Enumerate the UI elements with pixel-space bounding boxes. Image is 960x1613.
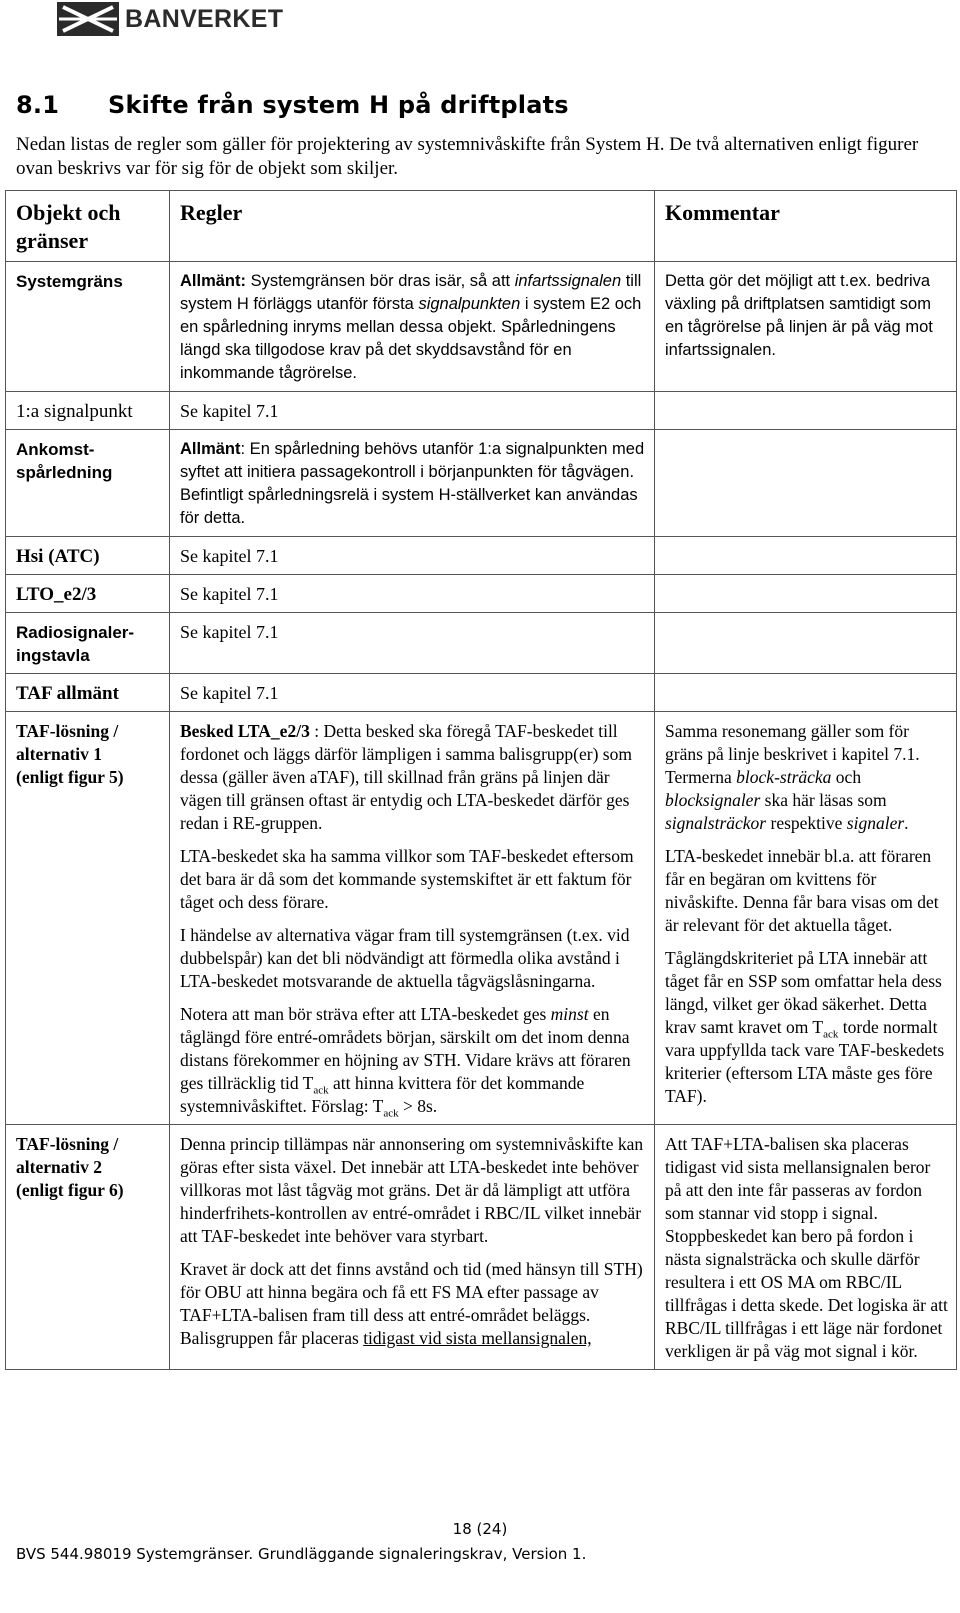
object-line: Radiosignaler- <box>16 623 135 642</box>
rule-cell <box>170 262 655 392</box>
rule-cell: Se kapitel 7.1 <box>170 613 655 674</box>
comment-term: signalsträckor <box>665 813 767 833</box>
page-number: 18 (24) <box>452 1520 508 1538</box>
comment-cell <box>655 712 957 1125</box>
comment-text: Samma resonemang gäller som för gräns på linje beskrivet i kapitel 7.1. Termerna <box>665 721 920 787</box>
subscript: ack <box>383 1107 399 1120</box>
comment-term: blocksignaler <box>665 790 761 810</box>
rule-term: minst <box>550 1004 589 1024</box>
rule-paragraph <box>180 1258 648 1350</box>
rule-lead: Allmänt <box>180 440 241 458</box>
comment-text: Tåglängdskriteriet på LTA innebär att tåget får en SSP som omfattar hela dess längd, vilket ger ökad säkerhet. Detta krav samt kravet om T <box>665 948 942 1037</box>
object-cell <box>6 712 170 1125</box>
rule-term: signalpunkten <box>418 295 521 313</box>
table-header-row <box>6 191 957 262</box>
logo <box>57 2 283 36</box>
object-cell <box>6 430 170 537</box>
rule-cell <box>170 712 655 1125</box>
comment-text: och <box>831 767 862 787</box>
comment-text: torde normalt vara uppfyllda tack vare TAF-beskedets kriterier (eftersom LTA måste ges före TAF). <box>665 1017 945 1106</box>
rule-cell: Se kapitel 7.1 <box>170 537 655 575</box>
object-line: ingstavla <box>16 646 90 665</box>
rule-text: en tåglängd före entré-områdets början, särskilt om det inom denna distans förekommer en höjning av STH. Vidare krävs att föraren ges tillräcklig tid T <box>180 1004 631 1093</box>
rule-text: : Detta besked ska föregå TAF-beskedet till fordonet och läggs därför lämpligen i samma balisgrupp(er) som dessa (gäller även aTAF), till skillnad från gräns på linjen där vägen till gränsen oftast är entydig och LTA-beskedet därför ges redan i RE-gruppen. <box>180 721 632 833</box>
table-row <box>6 1125 957 1370</box>
section-title: Skifte från system H på driftplats <box>108 91 569 119</box>
comment-cell: Detta gör det möjligt att t.ex. bedriva växling på driftplatsen samtidigt som en tågrörelse på linjen är på väg mot infartssignalen. <box>655 262 957 392</box>
comment-cell <box>655 537 957 575</box>
comment-term: block-sträcka <box>736 767 832 787</box>
header-objects: Objekt och gränser <box>6 191 170 262</box>
rules-table <box>5 190 957 1370</box>
rule-text: > 8s. <box>398 1096 438 1116</box>
intro-paragraph: Nedan listas de regler som gäller för projektering av systemnivåskifte från System H. De två alternativen enligt figurer ovan beskrivs var för sig för de objekt som skiljer. <box>16 134 919 179</box>
comment-cell <box>655 430 957 537</box>
rule-text: i system E2 och en spårledning inryms mellan dessa objekt. Spårledningens längd ska tillgodose krav på det skyddsavstånd för en inkommande tågrörelse. <box>180 295 642 382</box>
table-row <box>6 613 957 674</box>
comment-cell: Att TAF+LTA-balisen ska placeras tidigast vid sista mellansignalen beror på att den inte får passeras av fordon som stannar vid stopp i signal. Stoppbeskedet kan bero på fordon i nästa signalsträcka och skulle därför resultera i ett OS MA om RBC/IL tillfrågas i detta skede. Det logiska är att RBC/IL tillfrågas i ett läge när fordonet verkligen är på väg mot signal i kör. <box>655 1125 957 1370</box>
object-cell <box>6 1125 170 1370</box>
logo-text: BANVERKET <box>125 4 284 33</box>
object-cell: 1:a signalpunkt <box>6 392 170 430</box>
rule-text: till system H förläggs utanför första <box>180 272 642 313</box>
object-line: TAF-lösning / <box>16 721 119 741</box>
object-line: (enligt figur 6) <box>16 1180 124 1200</box>
rule-cell: Se kapitel 7.1 <box>170 575 655 613</box>
rule-paragraph <box>180 720 648 835</box>
table-row <box>6 674 957 712</box>
header-rules: Regler <box>170 191 655 262</box>
comment-term: signaler <box>846 813 905 833</box>
header-comment: Kommentar <box>655 191 957 262</box>
table-row <box>6 712 957 1125</box>
banverket-arrow-logo-icon <box>57 2 119 36</box>
object-line: Ankomst- <box>16 440 95 459</box>
comment-paragraph <box>665 947 950 1108</box>
section-heading <box>16 91 569 119</box>
comment-text: . <box>904 813 909 833</box>
rule-cell <box>170 430 655 537</box>
subscript: ack <box>313 1084 329 1097</box>
rule-term: infartssignalen <box>514 272 622 290</box>
table-row <box>6 537 957 575</box>
document-reference: BVS 544.98019 Systemgränser. Grundläggande signaleringskrav, Version 1. <box>16 1545 587 1563</box>
section-number: 8.1 <box>16 91 60 119</box>
table-row <box>6 262 957 392</box>
rule-paragraph: LTA-beskedet ska ha samma villkor som TAF-beskedet eftersom det bara är då som det kommande systemskiftet är ett faktum för tåget och dess förare. <box>180 846 634 912</box>
object-line: TAF-lösning / <box>16 1134 119 1154</box>
subscript: ack <box>823 1028 839 1041</box>
rule-underlined-text: tidigast vid sista mellansignalen, <box>363 1328 592 1348</box>
comment-cell <box>655 392 957 430</box>
table-row <box>6 392 957 430</box>
comment-paragraph: LTA-beskedet innebär bl.a. att föraren får en begäran om kvittens för nivåskifte. Denna får bara visas om det är relevant för det aktuella tåget. <box>665 846 939 935</box>
table-row <box>6 575 957 613</box>
comment-text: respektive <box>766 813 847 833</box>
object-line: alternativ 2 <box>16 1157 103 1177</box>
rule-cell: Se kapitel 7.1 <box>170 392 655 430</box>
object-line: (enligt figur 5) <box>16 767 124 787</box>
object-cell: TAF allmänt <box>6 674 170 712</box>
rule-cell <box>170 1125 655 1370</box>
rule-lead: Allmänt: <box>180 272 246 290</box>
rule-lead: Besked LTA_e2/3 <box>180 721 310 741</box>
comment-text: ska här läsas som <box>760 790 887 810</box>
object-cell: Hsi (ATC) <box>6 537 170 575</box>
rule-paragraph <box>180 1003 648 1118</box>
table-row <box>6 430 957 537</box>
rule-text: Notera att man bör sträva efter att LTA-beskedet ges <box>180 1004 551 1024</box>
rule-text: Systemgränsen bör dras isär, så att <box>246 272 515 290</box>
object-cell: Systemgräns <box>6 262 170 392</box>
comment-cell <box>655 575 957 613</box>
rule-cell: Se kapitel 7.1 <box>170 674 655 712</box>
rule-paragraph: Denna princip tillämpas när annonsering om systemnivåskifte kan göras efter sista växel. Det innebär att LTA-beskedet inte behöver villkoras mot låst tågväg mot gräns. Det är då lämpligt att utföra hinderfrihets-kontrollen av entré-området i RBC/IL vilket innebär att TAF-beskedet inte behöver vara styrbart. <box>180 1134 644 1246</box>
comment-paragraph <box>665 720 950 835</box>
comment-cell <box>655 674 957 712</box>
rule-text: Kravet är dock att det finns avstånd och tid (med hänsyn till STH) för OBU att hinna begära och få ett FS MA efter passage av TAF+LTA-balisen fram till dess att entré-området beläggs. Balisgruppen får placeras <box>180 1259 643 1348</box>
rule-paragraph: I händelse av alternativa vägar fram till systemgränsen (t.ex. vid dubbelspår) kan det bli nödvändigt att förmedla olika avstånd i LTA-beskedet motsvarande de aktuella tågvägslåsningarna. <box>180 925 630 991</box>
object-line: spårledning <box>16 463 113 482</box>
object-cell <box>6 613 170 674</box>
object-cell: LTO_e2/3 <box>6 575 170 613</box>
comment-cell <box>655 613 957 674</box>
object-line: alternativ 1 <box>16 744 103 764</box>
rule-text: att hinna kvittera för det kommande systemnivåskiftet. Förslag: T <box>180 1073 585 1116</box>
rule-text: : En spårledning behövs utanför 1:a signalpunkten med syftet att initiera passagekontroll i börjanpunkten för tågvägen. Befintligt spårledningsrelä i system H-ställverket kan användas för detta. <box>180 440 645 527</box>
